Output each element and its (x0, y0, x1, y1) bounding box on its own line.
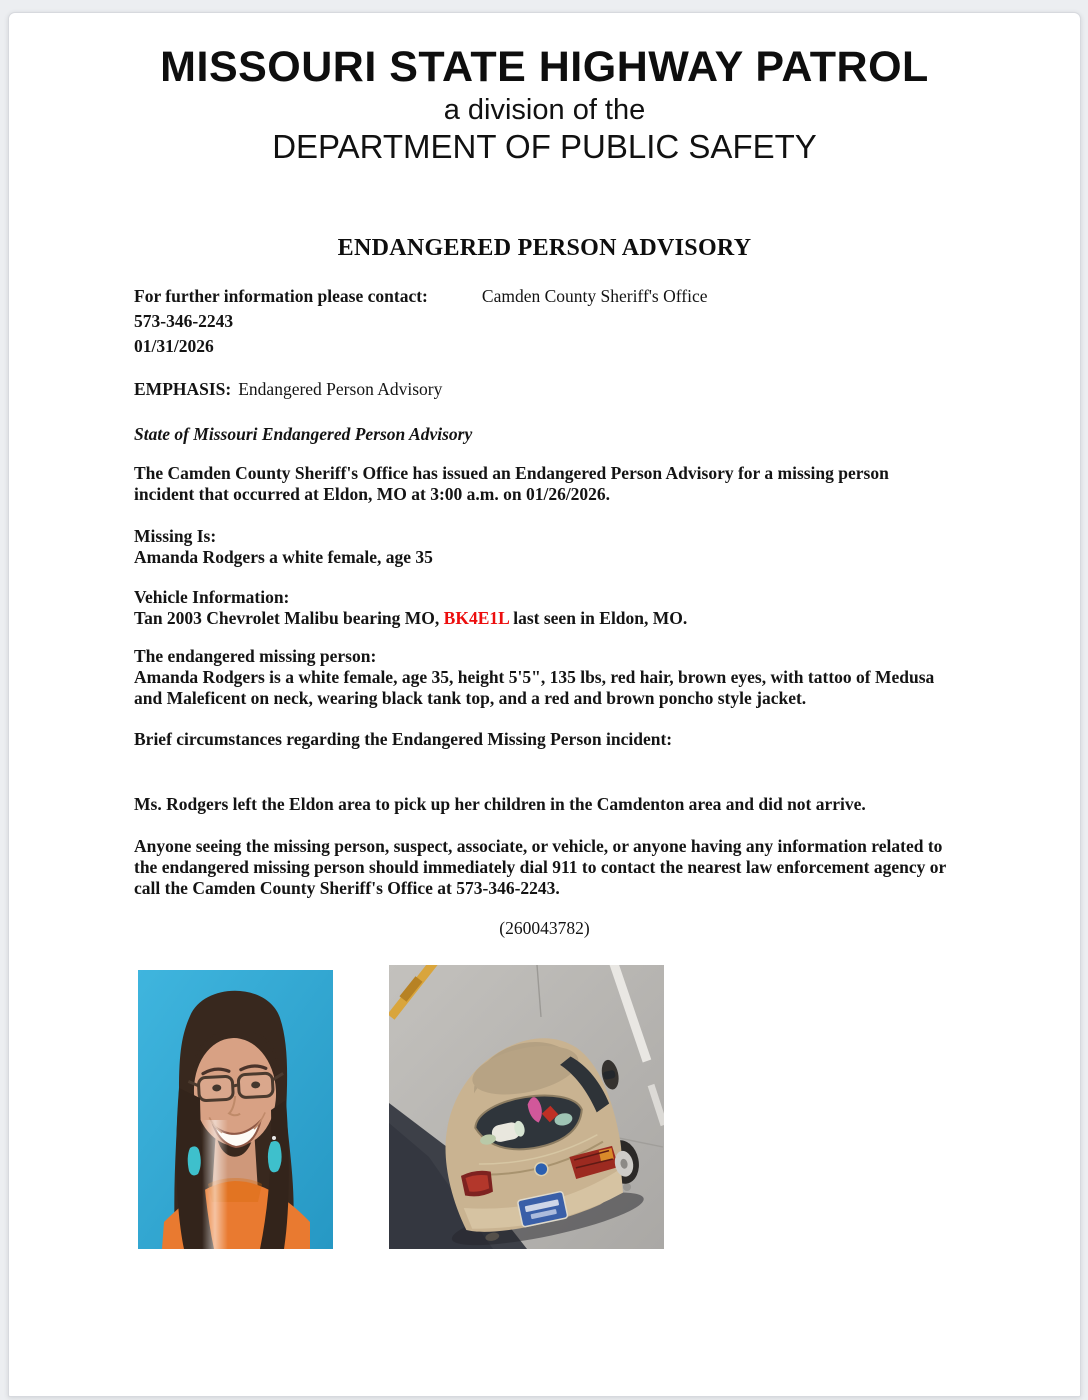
contact-date: 01/31/2026 (134, 336, 214, 356)
contact-agency: Camden County Sheriff's Office (481, 286, 708, 306)
circumstances-text: Ms. Rodgers left the Eldon area to pick up her children in the Camdenton area and did not arrive. (134, 794, 866, 814)
contact-line (134, 284, 708, 309)
state-advisory-line: State of Missouri Endangered Person Advisory (134, 424, 473, 444)
instructions-line: the endangered missing person should immediately dial 911 to contact the nearest law enforcement agency or (134, 857, 947, 877)
advisory-title: ENDANGERED PERSON ADVISORY (337, 235, 752, 261)
missing-label: Missing Is: (134, 526, 217, 546)
person-section (134, 646, 934, 709)
emphasis-label: EMPHASIS: (134, 379, 232, 399)
vehicle-photo-image (389, 965, 664, 1249)
instructions-line: Anyone seeing the missing person, suspect, associate, or vehicle, or anyone having any information related to (134, 836, 943, 856)
person-description-line: and Maleficent on neck, wearing black tank top, and a red and brown poncho style jacket. (134, 688, 807, 708)
contact-label: For further information please contact: (134, 286, 428, 306)
emphasis-value: Endangered Person Advisory (238, 379, 443, 399)
emphasis-line (134, 379, 442, 400)
missing-value: Amanda Rodgers a white female, age 35 (134, 547, 433, 567)
missing-person-photo (138, 970, 333, 1249)
plate-number: BK4E1L (443, 608, 509, 628)
contact-block (134, 284, 708, 359)
issue-paragraph (134, 463, 889, 505)
issue-line: incident that occurred at Eldon, MO at 3:00 a.m. on 01/26/2026. (134, 484, 611, 504)
instructions-line: call the Camden County Sheriff's Office at 573-346-2243. (134, 878, 560, 898)
vehicle-text-before: Tan 2003 Chevrolet Malibu bearing MO, (134, 608, 444, 628)
missing-person-photo-image (138, 970, 333, 1249)
vehicle-photo (389, 965, 664, 1249)
case-number: (260043782) (499, 918, 590, 938)
issue-line: The Camden County Sheriff's Office has issued an Endangered Person Advisory for a missing person (134, 463, 889, 483)
circumstances-label: Brief circumstances regarding the Endangered Missing Person incident: (134, 729, 673, 749)
vehicle-label: Vehicle Information: (134, 587, 290, 607)
person-description-line: Amanda Rodgers is a white female, age 35, height 5'5", 135 lbs, red hair, brown eyes, with tattoo of Medusa (134, 667, 935, 687)
page-title: MISSOURI STATE HIGHWAY PATROL (160, 43, 929, 91)
department-line: DEPARTMENT OF PUBLIC SAFETY (272, 128, 817, 165)
vehicle-section (134, 587, 687, 629)
division-line: a division of the (443, 94, 646, 126)
person-label: The endangered missing person: (134, 646, 377, 666)
contact-phone: 573-346-2243 (134, 311, 234, 331)
advisory-page (8, 12, 1081, 1397)
vehicle-text-after: last seen in Eldon, MO. (508, 608, 688, 628)
missing-section (134, 526, 433, 568)
vehicle-line (134, 608, 687, 629)
instructions-paragraph (134, 836, 946, 899)
